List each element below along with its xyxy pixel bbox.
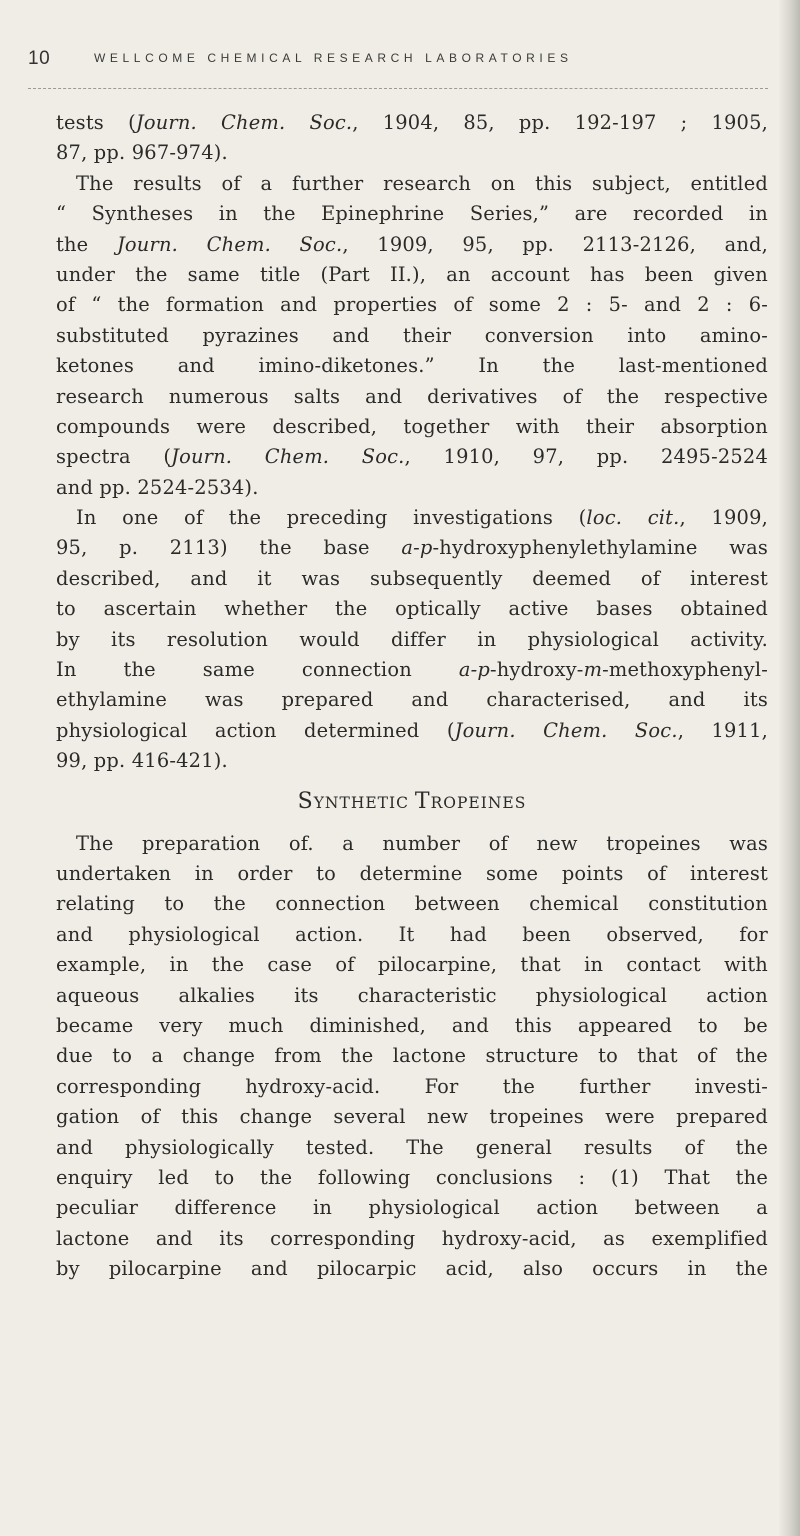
text-line: ketones and imino-diketones.” In the last-mentioned bbox=[56, 354, 768, 378]
text-line: by its resolution would differ in physiological activity. bbox=[56, 627, 768, 651]
text-line: In one of the preceding investigations (loc. cit., 1909, bbox=[76, 506, 768, 530]
text-line: under the same title (Part II.), an account has been given bbox=[56, 262, 768, 286]
text-line: corresponding hydroxy-acid. For the further investi- bbox=[56, 1074, 768, 1098]
text-line: ethylamine was prepared and characterised, and its bbox=[56, 688, 768, 712]
text-line: research numerous salts and derivatives of the respective bbox=[56, 384, 768, 408]
text-line: compounds were described, together with their absorption bbox=[56, 414, 768, 438]
header-rule bbox=[28, 88, 768, 90]
text-line: aqueous alkalies its characteristic physiological action bbox=[56, 983, 768, 1007]
running-title: WELLCOME CHEMICAL RESEARCH LABORATORIES bbox=[94, 51, 573, 65]
body-text bbox=[56, 108, 768, 1284]
text-line: example, in the case of pilocarpine, that in contact with bbox=[56, 953, 768, 977]
text-line: the Journ. Chem. Soc., 1909, 95, pp. 2113-2126, and, bbox=[56, 232, 768, 256]
text-line: spectra (Journ. Chem. Soc., 1910, 97, pp. 2495-2524 bbox=[56, 445, 768, 469]
text-line: due to a change from the lactone structure to that of the bbox=[56, 1044, 768, 1068]
text-line: peculiar difference in physiological action between a bbox=[56, 1196, 768, 1220]
text-line: physiological action determined (Journ. Chem. Soc., 1911, bbox=[56, 718, 768, 742]
text-line: to ascertain whether the optically active bases obtained bbox=[56, 597, 768, 621]
text-line: and pp. 2524-2534). bbox=[56, 475, 259, 499]
text-line: 99, pp. 416-421). bbox=[56, 749, 228, 773]
text-line: relating to the connection between chemical constitution bbox=[56, 892, 768, 916]
text-line: lactone and its corresponding hydroxy-acid, as exemplified bbox=[56, 1226, 768, 1250]
text-line: The preparation of. a number of new tropeines was bbox=[76, 831, 768, 855]
text-line: 87, pp. 967-974). bbox=[56, 141, 228, 165]
text-line: of “ the formation and properties of some 2 : 5- and 2 : 6- bbox=[56, 293, 768, 317]
text-line: became very much diminished, and this appeared to be bbox=[56, 1013, 768, 1037]
text-line: tests (Journ. Chem. Soc., 1904, 85, pp. 192-197 ; 1905, bbox=[56, 111, 768, 134]
text-line: enquiry led to the following conclusions : (1) That the bbox=[56, 1165, 768, 1189]
text-line: 95, p. 2113) the base a-p-hydroxyphenylethylamine was bbox=[56, 536, 768, 560]
page-edge-shadow bbox=[778, 0, 800, 1536]
text-line: described, and it was subsequently deemed of interest bbox=[56, 566, 768, 590]
text-line: gation of this change several new tropeines were prepared bbox=[56, 1105, 768, 1129]
text-line: “ Syntheses in the Epinephrine Series,” are recorded in bbox=[56, 202, 768, 226]
text-line: and physiological action. It had been observed, for bbox=[56, 922, 768, 946]
text-line: substituted pyrazines and their conversion into amino- bbox=[56, 323, 768, 347]
page-number: 10 bbox=[28, 48, 51, 69]
section-heading: SYNTHETIC TROPEINES bbox=[297, 788, 527, 814]
running-header bbox=[28, 48, 768, 72]
text-line: The results of a further research on this subject, entitled bbox=[76, 171, 768, 195]
text-line: undertaken in order to determine some points of interest bbox=[56, 861, 768, 885]
text-line: and physiologically tested. The general results of the bbox=[56, 1135, 768, 1159]
text-line: In the same connection a-p-hydroxy-m-methoxyphenyl- bbox=[56, 658, 768, 682]
text-line: by pilocarpine and pilocarpic acid, also occurs in the bbox=[56, 1257, 768, 1281]
